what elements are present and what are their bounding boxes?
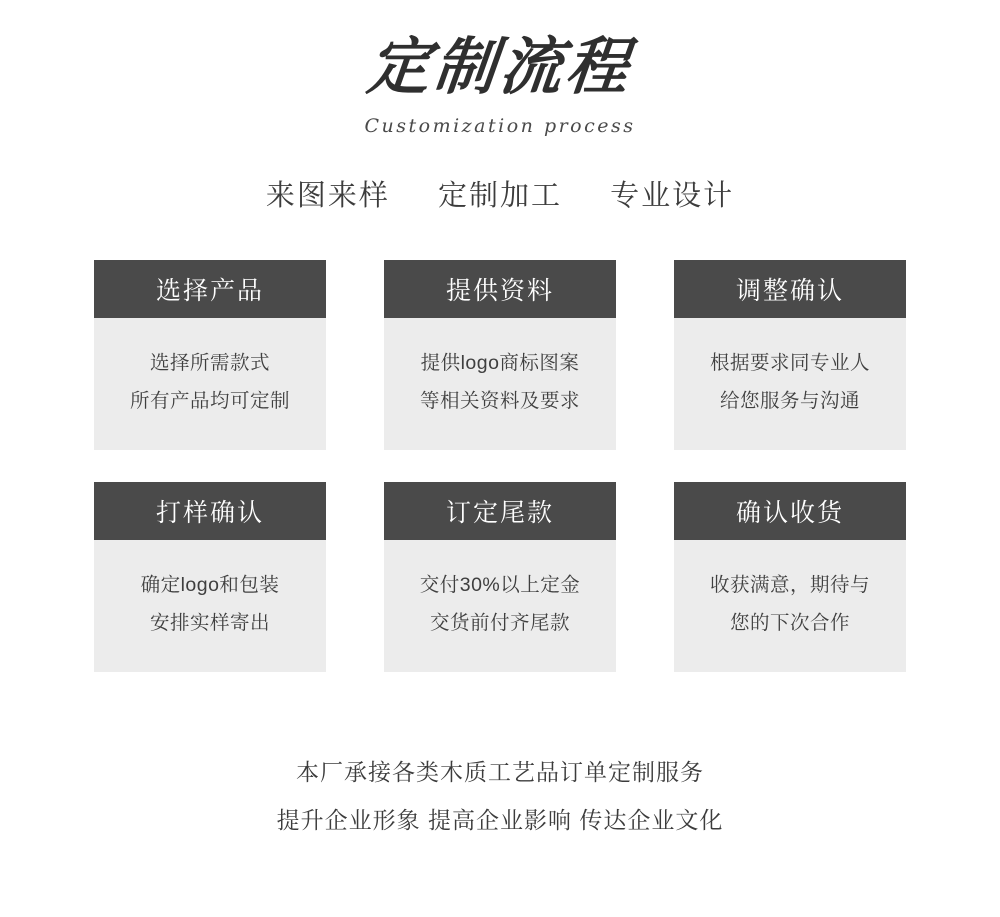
page-footer — [0, 748, 1000, 845]
step-description-line: 给您服务与沟通 — [719, 390, 860, 413]
tagline-part-3: 专业设计 — [610, 180, 735, 213]
step-description-line: 收获满意，期待与 — [709, 574, 870, 597]
page-header — [0, 0, 1000, 214]
step-description-line: 提供logo商标图案 — [420, 352, 580, 375]
step-description-line: 安排实样寄出 — [149, 612, 270, 635]
step-description-line: 交付30%以上定金 — [419, 574, 581, 597]
step-title: 订定尾款 — [384, 482, 616, 540]
step-description-line: 等相关资料及要求 — [419, 390, 580, 413]
step-description-line: 根据要求同专业人 — [709, 352, 870, 375]
tagline — [0, 173, 1000, 214]
footer-line-1: 本厂承接各类木质工艺品订单定制服务 — [296, 759, 704, 786]
step-description — [674, 318, 906, 450]
step-description — [94, 318, 326, 450]
step-description-line: 确定logo和包装 — [140, 574, 280, 597]
step-description — [674, 540, 906, 672]
step-title: 提供资料 — [384, 260, 616, 318]
step-card — [384, 482, 616, 672]
step-title: 打样确认 — [94, 482, 326, 540]
step-title: 确认收货 — [674, 482, 906, 540]
step-description — [384, 318, 616, 450]
step-title: 选择产品 — [94, 260, 326, 318]
footer-line-2: 提升企业形象 提高企业影响 传达企业文化 — [276, 807, 724, 834]
page-subtitle-english: Customization process — [364, 115, 636, 138]
step-title: 调整确认 — [674, 260, 906, 318]
step-description-line: 您的下次合作 — [729, 612, 850, 635]
step-card — [674, 482, 906, 672]
step-description-line: 交货前付齐尾款 — [429, 612, 570, 635]
step-description — [384, 540, 616, 672]
steps-grid — [94, 260, 906, 672]
tagline-part-2: 定制加工 — [437, 180, 562, 213]
page-title: 定制流程 — [364, 30, 636, 103]
step-description — [94, 540, 326, 672]
step-card — [384, 260, 616, 450]
step-card — [94, 482, 326, 672]
step-card — [94, 260, 326, 450]
step-description-line: 选择所需款式 — [149, 352, 270, 375]
step-description-line: 所有产品均可定制 — [129, 390, 290, 413]
step-card — [674, 260, 906, 450]
tagline-part-1: 来图来样 — [265, 180, 390, 213]
